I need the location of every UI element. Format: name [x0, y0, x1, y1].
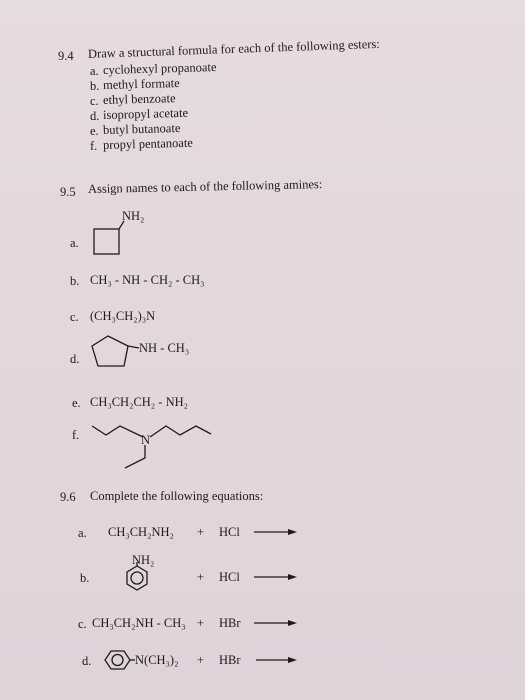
q95-c-formula: (CH₃CH₂)₃N [90, 309, 156, 323]
q95-b-letter: b. [70, 274, 80, 288]
q95-a-nh2: NH₂ [122, 209, 145, 223]
q94-f-text: propyl pentanoate [102, 135, 194, 152]
q95-e-letter: e. [72, 396, 81, 410]
q94-b-letter: b. [90, 79, 100, 93]
benzene-ring-b [127, 566, 147, 590]
amine-left-chain [92, 426, 143, 437]
amine-lower-chain [125, 445, 145, 468]
q95-prompt: Assign names to each of the following amines: [87, 177, 323, 196]
q96-c-reagent: HBr [219, 616, 241, 630]
q94-e-letter: e. [90, 124, 99, 138]
q96-a-letter: a. [78, 526, 87, 540]
q94-d-text: isopropyl acetate [102, 105, 189, 122]
q96-d-nme2: N(CH₃)₂ [135, 653, 179, 667]
benzene-ring-b-aromatic-circle [131, 572, 143, 584]
q96-b-plus: + [197, 570, 205, 584]
q95-d-letter: d. [70, 352, 80, 366]
q96-a-plus: + [197, 525, 205, 539]
q94-e-text: butyl butanoate [102, 120, 181, 137]
q95-c-letter: c. [70, 310, 79, 324]
cyclopentane-nh-bond [128, 346, 139, 348]
q95-number: 9.5 [60, 185, 76, 199]
q96-a-reactant: CH₃CH₂NH₂ [108, 525, 174, 539]
q95-b-formula: CH₃ - NH - CH₂ - CH₃ [90, 273, 205, 287]
q95-f-nitrogen: N [141, 433, 151, 447]
benzene-ring-d-aromatic-circle [112, 655, 123, 666]
q94-prompt: Draw a structural formula for each of the following esters: [87, 36, 380, 61]
q96-b-reagent: HCl [219, 570, 240, 584]
cyclobutane-ring [94, 229, 119, 254]
q95-a-letter: a. [70, 236, 79, 250]
q96-prompt: Complete the following equations: [90, 489, 264, 503]
q96-b-nh2: NH₂ [132, 553, 155, 567]
q96-a-reagent: HCl [219, 525, 240, 539]
arrow-a-head [288, 529, 297, 535]
arrow-d-head [288, 657, 297, 663]
q94-a-text: cyclohexyl propanoate [102, 60, 217, 77]
cyclopentane-ring [92, 336, 128, 366]
q95-d-nhch3: NH - CH₃ [139, 341, 190, 355]
q94-c-letter: c. [90, 94, 99, 108]
q96-c-plus: + [197, 616, 205, 630]
arrow-b-head [288, 574, 297, 580]
q96-d-reagent: HBr [219, 653, 241, 667]
q94-d-letter: d. [90, 109, 100, 123]
cyclobutane-nh2-bond [119, 221, 124, 229]
benzene-ring-d [105, 651, 130, 669]
q96-number: 9.6 [60, 490, 76, 504]
q94-f-letter: f. [90, 139, 98, 153]
q96-d-letter: d. [82, 654, 92, 668]
q94-b-text: methyl formate [102, 75, 180, 92]
q95-e-formula: CH₃CH₂CH₂ - NH₂ [90, 395, 188, 409]
arrow-c-head [288, 620, 297, 626]
q95-f-letter: f. [72, 428, 80, 442]
q96-c-reactant: CH₃CH₂NH - CH₃ [92, 616, 186, 630]
q96-b-letter: b. [80, 571, 90, 585]
amine-right-chain [150, 426, 211, 437]
q94-a-letter: a. [90, 64, 99, 78]
q96-d-plus: + [197, 653, 205, 667]
q94-c-text: ethyl benzoate [102, 91, 176, 107]
q94-number: 9.4 [58, 49, 74, 63]
q96-c-letter: c. [78, 617, 87, 631]
